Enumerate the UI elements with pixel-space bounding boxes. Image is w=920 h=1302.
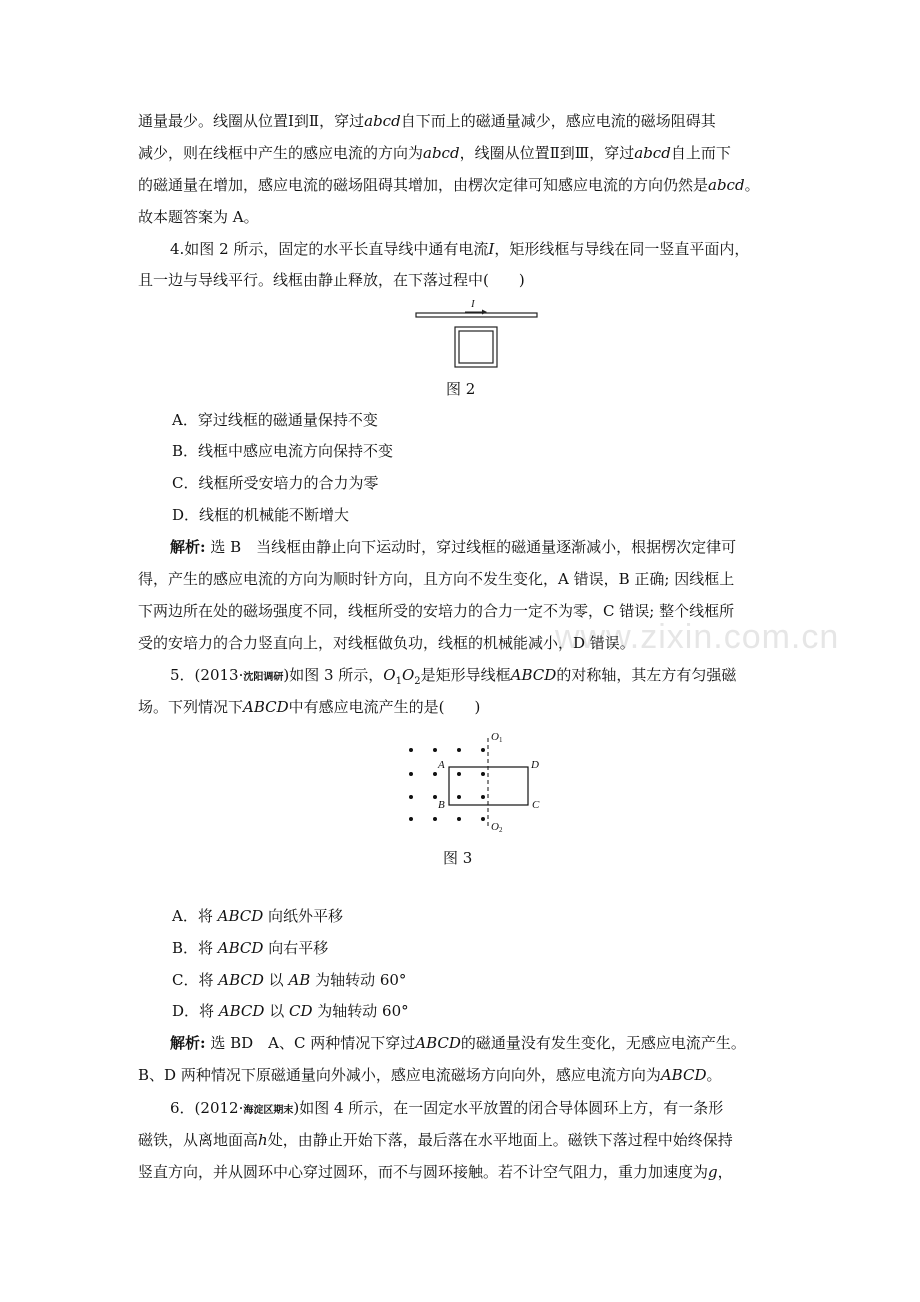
- q5-analysis-line-2: B、D 两种情况下原磁通量向外减小，感应电流磁场方向向外，感应电流方向为ABCD。: [138, 1066, 722, 1084]
- straight-wire: [416, 313, 537, 317]
- q6-stem-line-1: 6．(2012·海淀区期末)如图 4 所示，在一固定水平放置的闭合导体圆环上方，有一条形: [170, 1099, 724, 1117]
- q4-option-d: D．线框的机械能不断增大: [172, 506, 350, 524]
- q4-stem-line-2: 且一边与导线平行。线框由静止释放，在下落过程中( ): [138, 271, 525, 289]
- label-d: D: [531, 759, 539, 771]
- loop-inner: [459, 331, 493, 363]
- svg-text:O2: O2: [491, 821, 503, 834]
- q6-stem-line-2: 磁铁，从离地面高h处，由静止开始下落，最后落在水平地面上。磁铁下落过程中始终保持: [138, 1131, 733, 1149]
- rectangular-loop: [449, 767, 528, 805]
- label-b: B: [438, 799, 445, 811]
- q5-option-d: D．将 ABCD 以 CD 为轴转动 60°: [172, 1002, 409, 1020]
- figure-2-wire-loop: [410, 296, 550, 380]
- analysis-label: 解析:: [170, 1034, 206, 1052]
- q5-option-a: A．将 ABCD 向纸外平移: [172, 907, 344, 925]
- loop-outer: [455, 327, 497, 367]
- current-arrowhead: [482, 310, 487, 315]
- figure-3-magnetic-field: [400, 728, 560, 838]
- q4-option-a: A．穿过线框的磁通量保持不变: [172, 411, 378, 429]
- intro-line-3: 的磁通量在增加，感应电流的磁场阻碍其增加，由楞次定律可知感应电流的方向仍然是abcd。: [138, 176, 760, 194]
- q5-stem-line-2: 场。下列情况下ABCD中有感应电流产生的是( ): [138, 698, 481, 716]
- q4-option-c: C．线框所受安培力的合力为零: [172, 474, 379, 492]
- q4-option-b: B．线框中感应电流方向保持不变: [172, 442, 394, 460]
- source-tag: 海淀区期末: [243, 1105, 294, 1116]
- svg-text:O1: O1: [491, 731, 503, 744]
- q5-option-b: B．将 ABCD 向右平移: [172, 939, 329, 957]
- q5-option-c: C．将 ABCD 以 AB 为轴转动 60°: [172, 971, 407, 989]
- q4-stem-line-1: 4.如图 2 所示，固定的水平长直导线中通有电流I，矩形线框与导线在同一竖直平面内，: [170, 240, 750, 258]
- q4-analysis-line-4: 受的安培力的合力竖直向上，对线框做负功，线框的机械能减小，D 错误。: [138, 634, 635, 652]
- figure-2-caption: 图 2: [446, 380, 476, 398]
- intro-line-2: 减少，则在线框中产生的感应电流的方向为abcd，线圈从位置Ⅱ到Ⅲ，穿过abcd自上而下: [138, 144, 731, 162]
- q6-stem-line-3: 竖直方向，并从圆环中心穿过圆环，而不与圆环接触。若不计空气阻力，重力加速度为g，: [138, 1163, 733, 1181]
- q4-analysis-line-1: 解析: 选 B 当线框由静止向下运动时，穿过线框的磁通量逐渐减小，根据楞次定律可: [170, 538, 737, 556]
- label-c: C: [532, 799, 540, 811]
- q4-analysis-line-2: 得，产生的感应电流的方向为顺时针方向，且方向不发生变化，A 错误，B 正确; 因线框上: [138, 570, 735, 588]
- figure-3-caption: 图 3: [443, 849, 473, 867]
- field-dots: [409, 748, 485, 821]
- analysis-label: 解析:: [170, 538, 206, 556]
- watermark: www.zixin.com.cn: [555, 618, 840, 656]
- q4-analysis-line-3: 下两边所在处的磁场强度不同，线框所受的安培力的合力一定不为零，C 错误; 整个线框所: [138, 602, 735, 620]
- q5-analysis-line-1: 解析: 选 BD A、C 两种情况下穿过ABCD的磁通量没有发生变化，无感应电流产生。: [170, 1034, 746, 1052]
- intro-line-1: 通量最少。线圈从位置Ⅰ到Ⅱ，穿过abcd自下而上的磁通量减少，感应电流的磁场阻碍其: [138, 112, 716, 130]
- q5-stem-line-1: 5．(2013·沈阳调研)如图 3 所示，$O_1O_2$是矩形导线框ABCD的对称轴，其左方有匀强磁: [170, 666, 737, 687]
- label-a: A: [438, 759, 445, 771]
- current-label: I: [471, 298, 475, 310]
- intro-line-4: 故本题答案为 A。: [138, 208, 259, 226]
- source-tag: 沈阳调研: [243, 672, 284, 683]
